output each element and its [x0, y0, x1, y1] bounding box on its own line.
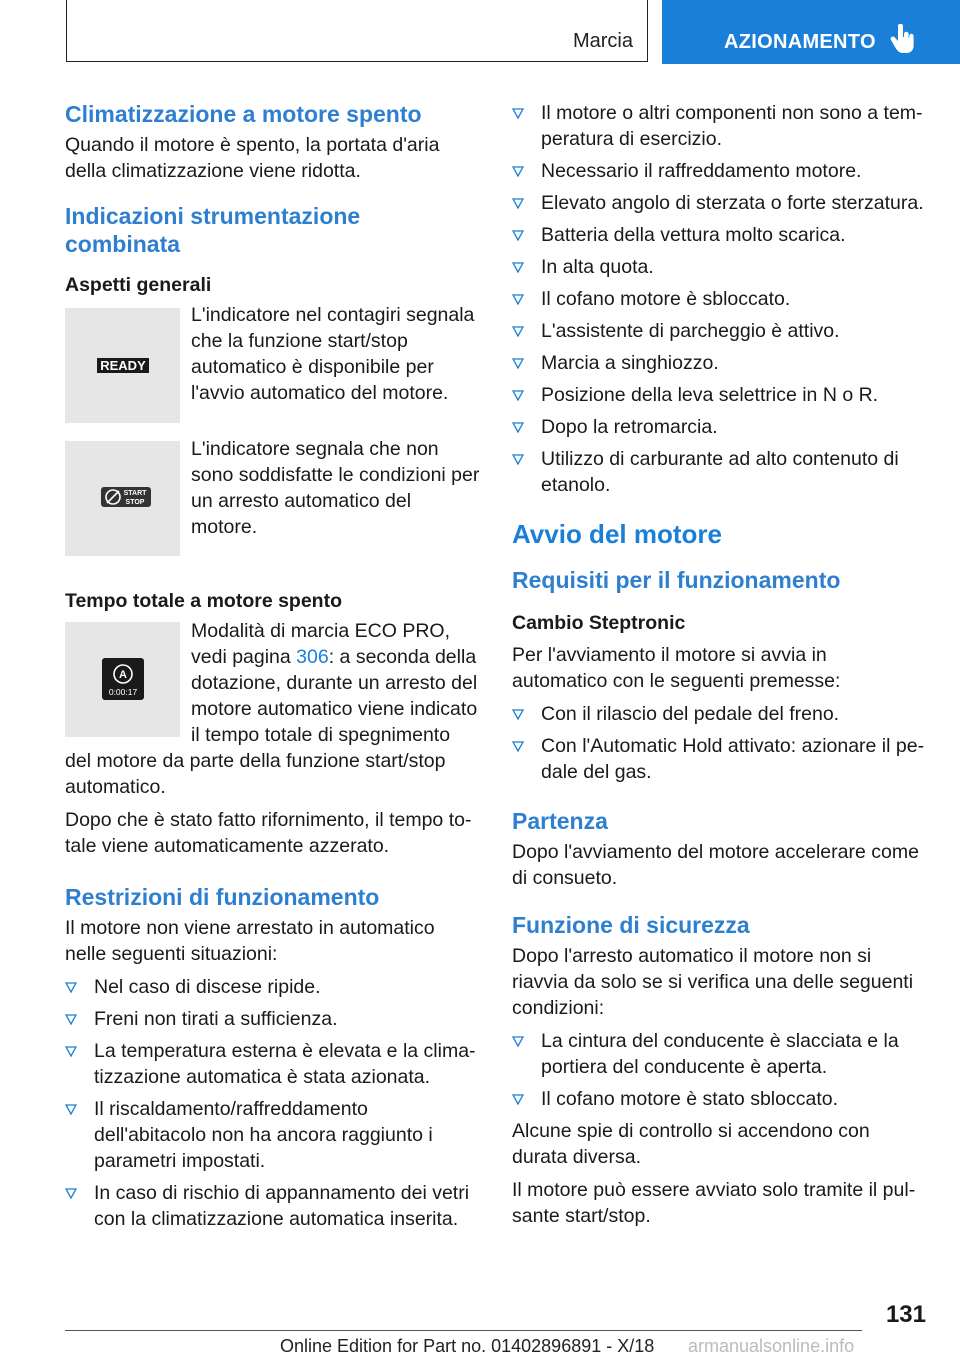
triangle-bullet-icon: [512, 709, 524, 721]
list-item: Batteria della vettura molto scarica.: [512, 222, 926, 248]
list-item: In alta quota.: [512, 254, 926, 280]
start-label: START: [123, 490, 147, 497]
triangle-bullet-icon: [512, 390, 524, 402]
paragraph-restrizioni: Il motore non viene arrestato in automatico nelle seguenti situazioni:: [65, 917, 435, 965]
triangle-bullet-icon: [512, 454, 524, 466]
heading-cambio-steptronic: Cambio Steptronic: [512, 612, 686, 634]
svg-text:A: A: [119, 669, 127, 681]
triangle-bullet-icon: [512, 741, 524, 753]
triangle-bullet-icon: [512, 108, 524, 120]
header-tab-label: Marcia: [572, 30, 633, 52]
restrictions-list-continued: [512, 100, 926, 498]
triangle-bullet-icon: [65, 1046, 77, 1058]
paragraph-spie: Alcune spie di controllo si accendono con durata diversa.: [512, 1120, 870, 1168]
ready-indicator-image: [65, 308, 180, 423]
restrictions-list: [65, 974, 480, 1232]
triangle-bullet-icon: [512, 262, 524, 274]
header-tab: [66, 0, 648, 62]
paragraph-climatizzazione: Quando il motore è spento, la portata d'aria della climatizzazione viene ridotta.: [65, 134, 440, 182]
triangle-bullet-icon: [512, 1094, 524, 1106]
list-item: Il riscaldamento/raffreddamento dell'abitacolo non ha ancora raggiunto i parametri impostati.: [65, 1096, 480, 1174]
triangle-bullet-icon: [65, 982, 77, 994]
total-time-readout: 0:00:17: [108, 687, 138, 697]
list-item: Il cofano motore è stato sbloccato.: [512, 1086, 926, 1112]
triangle-bullet-icon: [512, 198, 524, 210]
heading-aspetti-generali: Aspetti generali: [65, 274, 212, 296]
heading-tempo-totale: Tempo totale a motore spento: [65, 590, 342, 612]
footer-edition: Online Edition for Part no. 01402896891 - X/18: [280, 1336, 655, 1356]
list-item: La cintura del conducente è slacciata e la portiera del conducente è aperta.: [512, 1028, 926, 1080]
total-time-image: [65, 622, 180, 737]
list-item: In caso di rischio di appannamento dei vetri con la climatizzazione automatica inserita.: [65, 1180, 480, 1232]
triangle-bullet-icon: [512, 422, 524, 434]
heading-partenza: Partenza: [512, 808, 608, 834]
list-item: Nel caso di discese ripide.: [65, 974, 480, 1000]
ready-label: READY: [100, 358, 146, 373]
ready-indicator-block: [65, 302, 480, 436]
hand-pointer-icon: [890, 24, 916, 54]
heading-indicazioni: Indicazioni strumentazione combinata: [65, 203, 361, 257]
start-stop-indicator-image: [65, 441, 180, 556]
stop-label: STOP: [125, 499, 145, 506]
total-time-block: [65, 618, 480, 800]
paragraph-rifornimento: Dopo che è stato fatto rifornimento, il tempo totale viene automaticamente azzerato.: [65, 809, 472, 857]
start-conditions-list: [512, 701, 926, 785]
list-item: Elevato angolo di sterzata o forte sterzatura.: [512, 190, 926, 216]
triangle-bullet-icon: [65, 1188, 77, 1200]
heading-requisiti: Requisiti per il funzionamento: [512, 567, 841, 593]
triangle-bullet-icon: [512, 326, 524, 338]
right-column: [512, 100, 926, 1236]
list-item: Necessario il raffreddamento motore.: [512, 158, 926, 184]
start-stop-indicator-block: [65, 436, 480, 588]
list-item: Utilizzo di carburante ad alto contenuto di etanolo.: [512, 446, 926, 498]
list-item: Con il rilascio del pedale del freno.: [512, 701, 926, 727]
list-item: Marcia a singhiozzo.: [512, 350, 926, 376]
footer-divider: [65, 1330, 862, 1331]
triangle-bullet-icon: [512, 1036, 524, 1048]
total-time-text: Modalità di marcia ECO PRO, vedi pagina 306: a seconda della dotazione, durante un arresto del motore automatico viene indicato il tempo totale di spegnimento del motore da parte della funzione start/stop automatico.: [65, 620, 478, 798]
paragraph-pulsante: Il motore può essere avviato solo tramite il pulsante start/stop.: [512, 1179, 916, 1227]
page-number: 131: [885, 1301, 926, 1328]
page-link-306[interactable]: 306: [296, 646, 329, 668]
list-item: Con l'Automatic Hold attivato: azionare il pedale del gas.: [512, 733, 926, 785]
triangle-bullet-icon: [65, 1104, 77, 1116]
header-section-label: AZIONAMENTO: [724, 31, 876, 53]
list-item: L'assistente di parcheggio è attivo.: [512, 318, 926, 344]
left-column: [65, 100, 480, 1238]
triangle-bullet-icon: [512, 358, 524, 370]
list-item: Il motore o altri componenti non sono a temperatura di esercizio.: [512, 100, 926, 152]
heading-restrizioni: Restrizioni di funzionamento: [65, 884, 380, 910]
triangle-bullet-icon: [512, 230, 524, 242]
triangle-bullet-icon: [512, 166, 524, 178]
start-stop-indicator-text: L'indicatore segnala che non sono soddisfatte le condizioni per un arresto automatico del motore.: [191, 438, 480, 538]
list-item: La temperatura esterna è elevata e la climatizzazione automatica è stata azionata.: [65, 1038, 480, 1090]
heading-avvio-motore: Avvio del motore: [512, 519, 722, 549]
triangle-bullet-icon: [65, 1014, 77, 1026]
list-item: Freni non tirati a sufficienza.: [65, 1006, 480, 1032]
safety-conditions-list: [512, 1028, 926, 1112]
paragraph-partenza: Dopo l'avviamento del motore accelerare come di consueto.: [512, 841, 919, 889]
watermark: armanualsonline.info: [688, 1336, 855, 1356]
heading-sicurezza: Funzione di sicurezza: [512, 912, 750, 938]
list-item: Dopo la retromarcia.: [512, 414, 926, 440]
triangle-bullet-icon: [512, 294, 524, 306]
paragraph-sicurezza: Dopo l'arresto automatico il motore non si riavvia da solo se si verifica una delle seguenti condizioni:: [512, 945, 914, 1019]
paragraph-cambio: Per l'avviamento il motore si avvia in automatico con le seguenti premesse:: [512, 644, 841, 692]
header-section: [662, 0, 960, 64]
ready-indicator-text: L'indicatore nel contagiri segnala che la funzione start/stop automatico è disponibile per l'avvio automatico del motore.: [191, 304, 475, 404]
list-item: Il cofano motore è sbloccato.: [512, 286, 926, 312]
list-item: Posizione della leva selettrice in N o R.: [512, 382, 926, 408]
heading-climatizzazione: Climatizzazione a motore spento: [65, 101, 422, 127]
